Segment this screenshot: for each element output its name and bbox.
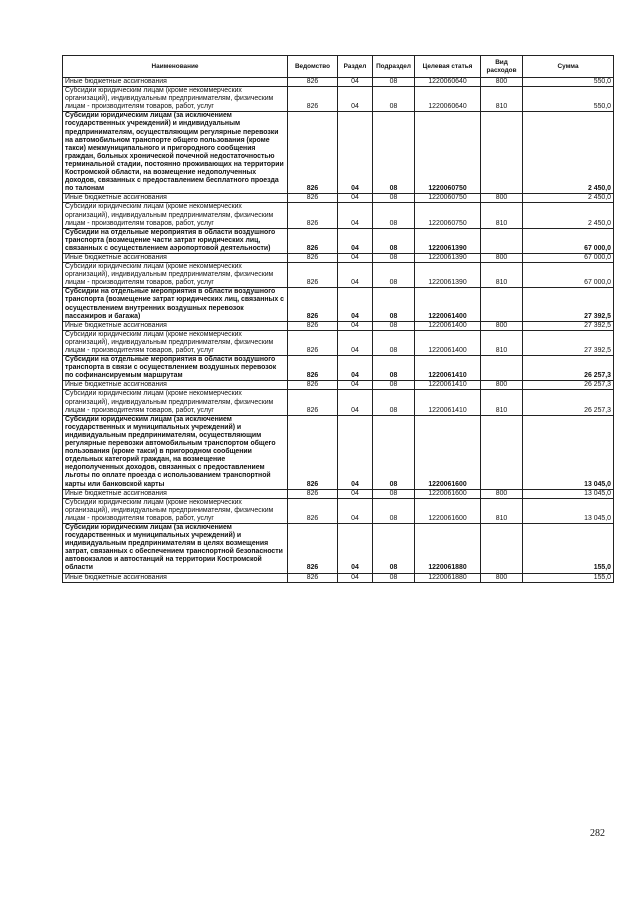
- cell-expense-type: [481, 112, 523, 194]
- cell-subsection: 08: [373, 263, 415, 288]
- cell-name: Иные бюджетные ассигнования: [63, 194, 288, 203]
- cell-name: Иные бюджетные ассигнования: [63, 573, 288, 582]
- cell-subsection: 08: [373, 381, 415, 390]
- cell-department: 826: [288, 330, 338, 355]
- cell-sum: 2 450,0: [523, 194, 614, 203]
- cell-name: Субсидии юридическим лицам (кроме некоммерческих организаций), индивидуальным предпринимателям, физическим лицам - производителям товаров, работ, услуг: [63, 263, 288, 288]
- table-row: [63, 321, 614, 330]
- cell-department: 826: [288, 415, 338, 489]
- table-row: [63, 87, 614, 112]
- cell-department: 826: [288, 203, 338, 228]
- cell-department: 826: [288, 194, 338, 203]
- cell-name: Субсидии юридическим лицам (кроме некоммерческих организаций), индивидуальным предпринимателям, физическим лицам - производителям товаров, работ, услуг: [63, 390, 288, 415]
- cell-section: 04: [338, 288, 373, 321]
- cell-sum: 27 392,5: [523, 330, 614, 355]
- cell-sum: 13 045,0: [523, 489, 614, 498]
- cell-name: Иные бюджетные ассигнования: [63, 381, 288, 390]
- cell-subsection: 08: [373, 390, 415, 415]
- cell-target-article: 1220061880: [415, 573, 481, 582]
- cell-expense-type: [481, 356, 523, 381]
- page-number: 282: [590, 828, 605, 839]
- cell-section: 04: [338, 112, 373, 194]
- cell-expense-type: [481, 288, 523, 321]
- cell-target-article: 1220061390: [415, 263, 481, 288]
- cell-section: 04: [338, 263, 373, 288]
- cell-sum: 27 392,5: [523, 288, 614, 321]
- cell-department: 826: [288, 253, 338, 262]
- cell-expense-type: 810: [481, 390, 523, 415]
- table-row: [63, 203, 614, 228]
- cell-department: 826: [288, 321, 338, 330]
- cell-target-article: 1220061410: [415, 356, 481, 381]
- cell-department: 826: [288, 390, 338, 415]
- cell-expense-type: [481, 228, 523, 253]
- cell-target-article: 1220061410: [415, 381, 481, 390]
- cell-target-article: 1220061400: [415, 321, 481, 330]
- cell-target-article: 1220061600: [415, 498, 481, 523]
- cell-expense-type: 810: [481, 87, 523, 112]
- table-row: [63, 523, 614, 573]
- cell-name: Субсидии на отдельные мероприятия в области воздушного транспорта (возмещение затрат юридических лиц, связанных с осуществлением внутренних воздушных перевозок пассажиров и багажа): [63, 288, 288, 321]
- cell-expense-type: 810: [481, 203, 523, 228]
- header-sum: Сумма: [523, 56, 614, 78]
- table-header-row: [63, 56, 614, 78]
- cell-sum: 26 257,3: [523, 381, 614, 390]
- cell-name: Субсидии юридическим лицам (кроме некоммерческих организаций), индивидуальным предпринимателям, физическим лицам - производителям товаров, работ, услуг: [63, 330, 288, 355]
- cell-target-article: 1220060640: [415, 87, 481, 112]
- cell-subsection: 08: [373, 78, 415, 87]
- cell-department: 826: [288, 523, 338, 573]
- cell-subsection: 08: [373, 253, 415, 262]
- cell-name: Субсидии на отдельные мероприятия в области воздушного транспорта (возмещение части затрат юридических лиц, связанных с осуществлением аэропортовой деятельности): [63, 228, 288, 253]
- table-row: [63, 253, 614, 262]
- cell-sum: 67 000,0: [523, 228, 614, 253]
- cell-department: 826: [288, 112, 338, 194]
- table-row: [63, 381, 614, 390]
- table-row: [63, 330, 614, 355]
- cell-sum: 2 450,0: [523, 112, 614, 194]
- header-expense-type: Вид расходов: [481, 56, 523, 78]
- cell-department: 826: [288, 381, 338, 390]
- cell-sum: 13 045,0: [523, 498, 614, 523]
- cell-sum: 550,0: [523, 87, 614, 112]
- cell-name: Субсидии юридическим лицам (за исключением государственных и муниципальных учреждений) и индивидуальным предпринимателям в целях возмещения затрат, связанных с обеспечением транспортной безопасности автовокзалов и автостанций на территории Костромской области: [63, 523, 288, 573]
- cell-name: Субсидии юридическим лицам (за исключением государственных учреждений) и индивидуальным предпринимателям, осуществляющим регулярные перевозки на автомобильном транспорте общего пользования (кроме такси) межмуниципального и пригородного сообщения граждан, больных хронической почечной недостаточностью терминальной стадии, постоянно проживающих на территории Костромской области, на возмещение недополученных доходов, связанных с предоставлением бесплатного проезда по талонам: [63, 112, 288, 194]
- cell-sum: 550,0: [523, 78, 614, 87]
- cell-subsection: 08: [373, 356, 415, 381]
- cell-sum: 67 000,0: [523, 263, 614, 288]
- cell-expense-type: 810: [481, 330, 523, 355]
- cell-subsection: 08: [373, 203, 415, 228]
- cell-section: 04: [338, 390, 373, 415]
- cell-target-article: 1220061400: [415, 288, 481, 321]
- cell-section: 04: [338, 330, 373, 355]
- cell-section: 04: [338, 489, 373, 498]
- table-row: [63, 489, 614, 498]
- table-row: [63, 78, 614, 87]
- cell-expense-type: 800: [481, 78, 523, 87]
- cell-subsection: 08: [373, 321, 415, 330]
- cell-name: Иные бюджетные ассигнования: [63, 321, 288, 330]
- cell-department: 826: [288, 228, 338, 253]
- table-row: [63, 112, 614, 194]
- cell-subsection: 08: [373, 573, 415, 582]
- cell-subsection: 08: [373, 112, 415, 194]
- table-row: [63, 415, 614, 489]
- cell-subsection: 08: [373, 415, 415, 489]
- cell-sum: 26 257,3: [523, 356, 614, 381]
- cell-name: Субсидии юридическим лицам (за исключением государственных и муниципальных учреждений) и индивидуальным предпринимателям, осуществляющим регулярные перевозки автомобильным транспортом общего пользования (кроме такси) в пригородном сообщении отдельных категорий граждан, на возмещение недополученных доходов, связанных с предоставлением льготы по оплате проезда с использованием транспортной карты или банковской карты: [63, 415, 288, 489]
- budget-table: [62, 55, 614, 583]
- cell-section: 04: [338, 415, 373, 489]
- header-section: Раздел: [338, 56, 373, 78]
- cell-section: 04: [338, 381, 373, 390]
- table-row: [63, 228, 614, 253]
- cell-sum: 13 045,0: [523, 415, 614, 489]
- table-row: [63, 263, 614, 288]
- cell-department: 826: [288, 498, 338, 523]
- cell-expense-type: 800: [481, 489, 523, 498]
- cell-target-article: 1220060750: [415, 194, 481, 203]
- cell-target-article: 1220061600: [415, 415, 481, 489]
- cell-name: Иные бюджетные ассигнования: [63, 253, 288, 262]
- cell-department: 826: [288, 87, 338, 112]
- cell-section: 04: [338, 253, 373, 262]
- table-row: [63, 498, 614, 523]
- cell-expense-type: 800: [481, 321, 523, 330]
- cell-expense-type: 800: [481, 381, 523, 390]
- table-row: [63, 288, 614, 321]
- cell-subsection: 08: [373, 194, 415, 203]
- cell-subsection: 08: [373, 523, 415, 573]
- cell-section: 04: [338, 523, 373, 573]
- cell-expense-type: [481, 523, 523, 573]
- cell-section: 04: [338, 87, 373, 112]
- cell-department: 826: [288, 356, 338, 381]
- cell-sum: 67 000,0: [523, 253, 614, 262]
- cell-section: 04: [338, 194, 373, 203]
- cell-department: 826: [288, 489, 338, 498]
- cell-target-article: 1220060750: [415, 203, 481, 228]
- cell-target-article: 1220061880: [415, 523, 481, 573]
- cell-name: Иные бюджетные ассигнования: [63, 78, 288, 87]
- cell-expense-type: 810: [481, 263, 523, 288]
- cell-expense-type: 800: [481, 194, 523, 203]
- cell-subsection: 08: [373, 498, 415, 523]
- header-subsection: Подраздел: [373, 56, 415, 78]
- cell-expense-type: 810: [481, 498, 523, 523]
- cell-subsection: 08: [373, 330, 415, 355]
- table-row: [63, 194, 614, 203]
- cell-sum: 155,0: [523, 573, 614, 582]
- cell-name: Субсидии юридическим лицам (кроме некоммерческих организаций), индивидуальным предпринимателям, физическим лицам - производителям товаров, работ, услуг: [63, 87, 288, 112]
- cell-sum: 26 257,3: [523, 390, 614, 415]
- header-target-article: Целевая статья: [415, 56, 481, 78]
- cell-subsection: 08: [373, 87, 415, 112]
- cell-section: 04: [338, 228, 373, 253]
- cell-department: 826: [288, 288, 338, 321]
- cell-section: 04: [338, 573, 373, 582]
- cell-expense-type: 800: [481, 253, 523, 262]
- cell-target-article: 1220061400: [415, 330, 481, 355]
- table-row: [63, 573, 614, 582]
- header-name: Наименование: [63, 56, 288, 78]
- cell-target-article: 1220060750: [415, 112, 481, 194]
- cell-sum: 155,0: [523, 523, 614, 573]
- table-row: [63, 390, 614, 415]
- cell-target-article: 1220061390: [415, 228, 481, 253]
- cell-name: Субсидии юридическим лицам (кроме некоммерческих организаций), индивидуальным предпринимателям, физическим лицам - производителям товаров, работ, услуг: [63, 498, 288, 523]
- cell-section: 04: [338, 321, 373, 330]
- cell-target-article: 1220061390: [415, 253, 481, 262]
- cell-sum: 2 450,0: [523, 203, 614, 228]
- cell-subsection: 08: [373, 228, 415, 253]
- cell-department: 826: [288, 78, 338, 87]
- cell-name: Иные бюджетные ассигнования: [63, 489, 288, 498]
- cell-expense-type: 800: [481, 573, 523, 582]
- cell-name: Субсидии юридическим лицам (кроме некоммерческих организаций), индивидуальным предпринимателям, физическим лицам - производителям товаров, работ, услуг: [63, 203, 288, 228]
- cell-target-article: 1220061600: [415, 489, 481, 498]
- cell-sum: 27 392,5: [523, 321, 614, 330]
- cell-target-article: 1220061410: [415, 390, 481, 415]
- cell-section: 04: [338, 498, 373, 523]
- cell-department: 826: [288, 573, 338, 582]
- cell-subsection: 08: [373, 288, 415, 321]
- cell-section: 04: [338, 78, 373, 87]
- cell-department: 826: [288, 263, 338, 288]
- cell-name: Субсидии на отдельные мероприятия в области воздушного транспорта в связи с осуществлением воздушных перевозок по софинансируемым маршрутам: [63, 356, 288, 381]
- cell-subsection: 08: [373, 489, 415, 498]
- header-department: Ведомство: [288, 56, 338, 78]
- cell-expense-type: [481, 415, 523, 489]
- cell-section: 04: [338, 356, 373, 381]
- table-body: [63, 78, 614, 583]
- cell-section: 04: [338, 203, 373, 228]
- table-row: [63, 356, 614, 381]
- cell-target-article: 1220060640: [415, 78, 481, 87]
